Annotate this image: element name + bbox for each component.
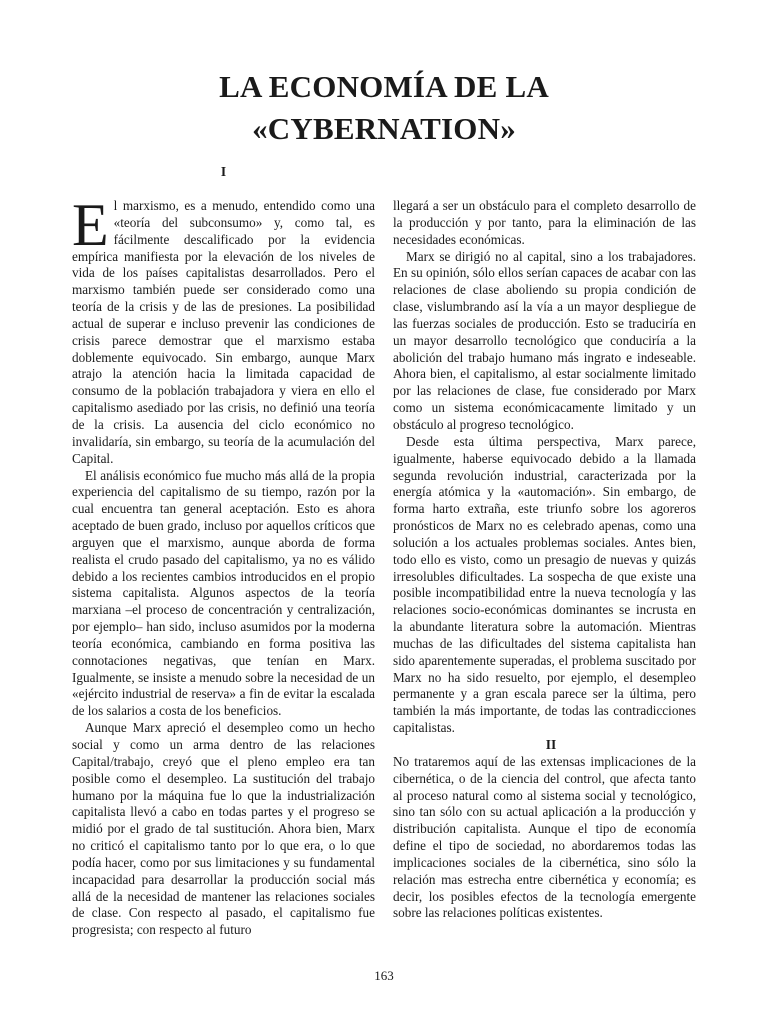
paragraph: llegará a ser un obstáculo para el completo desarrollo de la producción y por tanto, para la eliminación de las necesidades económicas. <box>393 198 696 247</box>
title-line-2: «CYBERNATION» <box>252 111 516 146</box>
paragraph: El análisis económico fue mucho más allá de la propia experiencia del capitalismo de su tiempo, razón por la cual encuentra tan general aceptación. Esto es ahora aceptado de buen grado, incluso por aquellos críticos que arguyen que el marxismo, aunque aborda de forma realista el crudo pasado del capitalismo, ya no es válido debido a los recientes cambios introducidos en el propio sistema capitalista. Algunos aspectos de la teoría marxiana –el proceso de concentración y centralización, por ejemplo– han sido, incluso asumidos por la moderna teoría económica, cambiando en forma positiva las connotaciones negativas, que tenían en Marx. Igualmente, se insiste a menudo sobre la necesidad de un «ejército industrial de reserva» a fin de evitar la escalada de los salarios a costa de los beneficios. <box>72 467 375 719</box>
right-column <box>393 198 696 922</box>
paragraph: Desde esta última perspectiva, Marx parece, igualmente, haberse equivocado debido a la llamada segunda revolución industrial, caracterizada por la energía atómica y la «automación». Sin embargo, de forma harto extraña, este triunfo sobre los agoreros pronósticos de Marx no es celebrado apenas, como una solución a los actuales problemas sociales. Antes bien, todo ello es visto, como un presagio de nuevas y quizás irresolubles dificultades. La sospecha de que existe una posible incompatibilidad entre la nueva tecnología y las relaciones socio-económicas dominantes se incrusta en la abundante literatura sobre la automación. Mientras muchas de las dificultades del sistema capitalista han sido aparentemente superadas, el problema suscitado por Marx no ha sido resuelto, por ejemplo, el desempleo permanente y a gran escala parece ser la última, pero también la más importante, de todas las contradicciones capitalistas. <box>393 433 696 736</box>
page-title <box>0 66 768 150</box>
paragraph-text: l marxismo, es a menudo, entendido como una «teoría del subconsumo» y, como tal, es fácilmente descalificado por la evidencia empírica manifiesta por la elevación de los niveles de vida de los países capitalistas desarrollados. Pero el marxismo también puede ser considerado como una teoría de la crisis y de las de presiones. La posibilidad actual de superar e incluso prevenir las condiciones de crisis parece demostrar que el marxismo estaba doblemente equivocado. Sin embargo, aunque Marx atrajo la atención hacia la limitada capacidad de consumo de la población trabajadora y viera en ello el capitalismo asediado por las crisis, no definió una teoría de la crisis. La ausencia del ciclo económico no invalidaría, sin embargo, su teoría de la acumulación del Capital. <box>72 198 375 466</box>
left-column <box>72 192 375 939</box>
drop-cap: E <box>72 192 109 258</box>
paragraph: Marx se dirigió no al capital, sino a los trabajadores. En su opinión, sólo ellos serían capaces de acabar con las relaciones de clase aboliendo su propia condición de clase, vislumbrando así la vía a un mayor despliegue de las fuerzas sociales de producción. Esto se traduciría en un mayor desarrollo tecnológico que conduciría a la abolición del trabajo humano más ingrato e indeseable. Ahora bien, el capitalismo, al estar socialmente limitado por las relaciones de clase, fue considerado por Marx como un sistema económicacamente limitado y un obstáculo al progreso tecnológico. <box>393 248 696 432</box>
paragraph: Aunque Marx apreció el desempleo como un hecho social y como un arma dentro de las relaciones Capital/trabajo, creyó que el pleno empleo era tan posible como el desempleo. La sustitución del trabajo humano por la máquina fue lo que la industrialización capitalista llevó a cabo en todas partes y el progreso se midió por el grado de tal sustitución. Ahora bien, Marx no criticó el capitalismo tanto por lo que era, o lo que podía hacer, como por sus limitaciones y su fundamental incapacidad para desarrollar la producción social más allá de la necesidad de mantener las relaciones sociales de clase. Con respecto al pasado, el capitalismo fue progresista; con respecto al futuro <box>72 720 375 938</box>
page-number: 163 <box>374 968 394 983</box>
section-heading-2: II <box>545 737 557 752</box>
paragraph: No trataremos aquí de las extensas implicaciones de la cibernética, o de la ciencia del control, que afecta tanto al proceso natural como al sistema social y tecnológico, sino tan sólo con su actual aplicación a la producción y distribución capitalista. Aunque el tipo de economía define el tipo de sociedad, no abordaremos todas las implicaciones sociales de la cibernética, sino sólo la relación mas estrecha entre cibernética y economía; es decir, los posibles efectos de la tecnología emergente sobre las relaciones políticas existentes. <box>393 753 696 921</box>
title-line-1: LA ECONOMÍA DE LA <box>219 69 549 104</box>
section-heading-1-wrap <box>72 164 375 180</box>
paragraph <box>72 192 375 468</box>
section-heading-1: I <box>220 164 227 179</box>
